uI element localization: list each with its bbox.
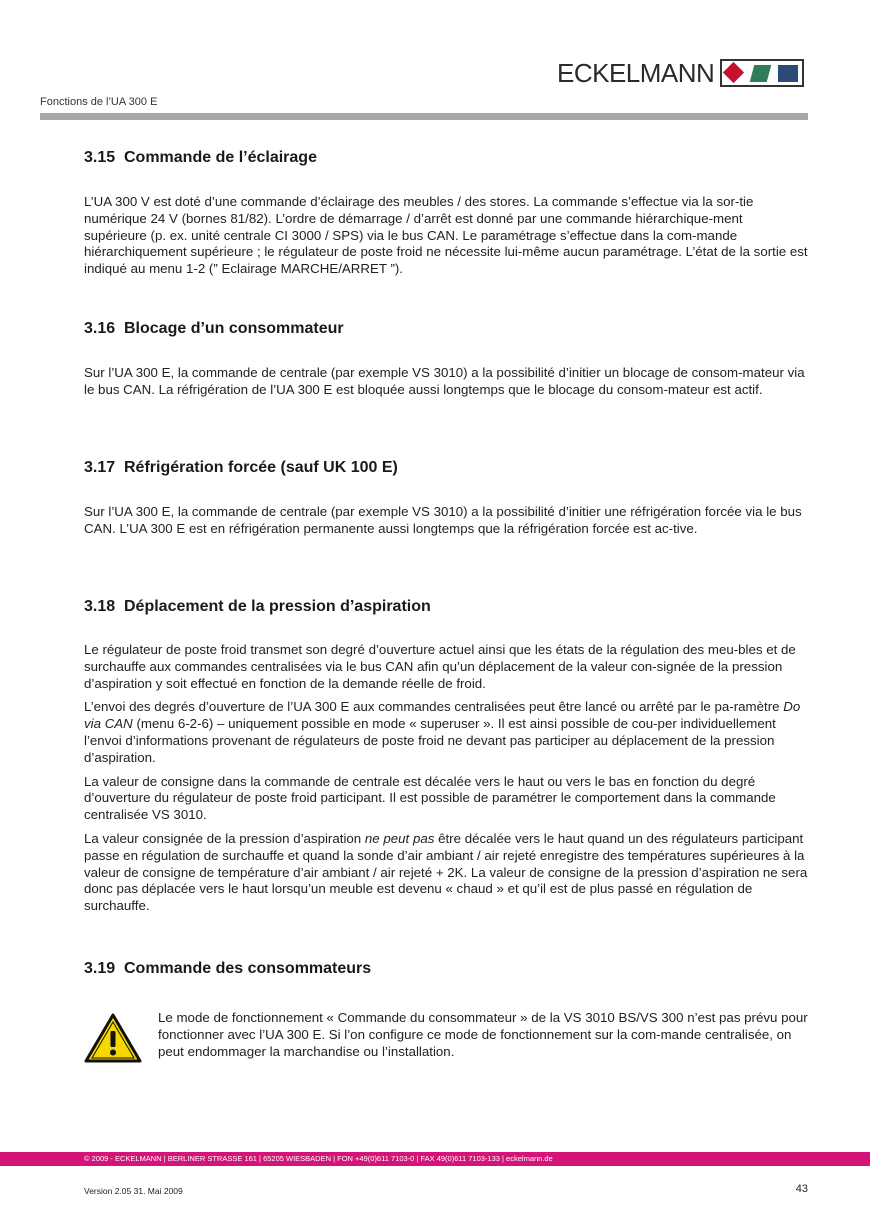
page-number: 43 (795, 1183, 808, 1195)
paragraph: La valeur de consigne dans la commande de centrale est décalée vers le haut ou vers le bas en fonction du degré d’ouverture du régulateur de poste froid participant. Il est possible de paramétrer le comportement dans la commande centralisée VS 3010. (84, 773, 776, 823)
section-3-17 (84, 458, 808, 538)
section-3-18 (84, 597, 808, 915)
footer-address: © 2009 - ECKELMANN | BERLINER STRASSE 161 | 65205 WIESBADEN | FON +49(0)611 7103-0 | FAX 49(0)611 7103-133 | eckelmann.de (84, 1154, 553, 1163)
section-3-16 (84, 319, 808, 399)
section-heading: 3.18 Déplacement de la pression d’aspiration (84, 598, 431, 615)
paragraph: Sur l’UA 300 E, la commande de centrale (par exemple VS 3010) a la possibilité d’initier un blocage de consom-mateur via le bus CAN. La réfrigération de l’UA 300 E est bloquée aussi longtemps que le blocage du consom-mateur est actif. (84, 365, 805, 397)
paragraph: Sur l’UA 300 E, la commande de centrale (par exemple VS 3010) a la possibilité d’initier une réfrigération forcée via le bus CAN. L’UA 300 E est en réfrigération permanente aussi longtemps que la réfrigération forcée est ac-tive. (84, 504, 802, 536)
document-title: Fonctions de l’UA 300 E (40, 96, 158, 108)
warning-triangle-icon (84, 1013, 142, 1063)
section-heading: 3.15 Commande de l’éclairage (84, 149, 317, 166)
footer-bar (0, 1152, 870, 1166)
section-3-15 (84, 148, 808, 278)
section-3-19 (84, 959, 808, 979)
brand-name: ECKELMANN (557, 58, 715, 88)
brand-logo (557, 57, 804, 89)
paragraph: L’envoi des degrés d’ouverture de l’UA 300 E aux commandes centralisées peut être lancé ou arrêté par le pa-ramètre Do via CAN (menu 6-2-6) – uniquement possible en mode « superuser ». Il est ainsi possible de cou-per individuellement l’envoi d’informations provenant de régulateurs de poste froid ne devant pas participer au déplacement de la pression d’aspiration. (84, 699, 801, 765)
header-divider (40, 113, 808, 120)
brand-mark-icon (720, 59, 804, 87)
paragraph: L’UA 300 V est doté d’une commande d’éclairage des meubles / des stores. La commande s’effectue via la sor-tie numérique 24 V (bornes 81/82). L’ordre de démarrage / d’arrêt est donné par une commande hiérarchique-ment supérieure (p. ex. unité centrale CI 3000 / SPS) via le bus CAN. Le paramétrage s’effectue dans la com-mande hiérarchiquement supérieure ; le régulateur de poste froid ne nécessite lui-même aucun paramétrage. L’état de la sortie est indiqué au menu 1-2 (” Eclairage MARCHE/ARRET ”). (84, 194, 808, 277)
paragraph: Le régulateur de poste froid transmet son degré d’ouverture actuel ainsi que les états de la régulation des meu-bles et de surchauffe aux commandes centralisées via le bus CAN afin qu’un déplacement de la valeur con-signée de la pression d’aspiration y soit effectué en fonction de la demande réelle de froid. (84, 642, 796, 691)
section-heading: 3.19 Commande des consommateurs (84, 960, 372, 977)
warning-text: Le mode de fonctionnement « Commande du consommateur » de la VS 3010 BS/VS 300 n’est pas prévu pour fonctionner avec l’UA 300 E. Si l’on configure ce mode de fonctionnement sur la com-mande centralisée, on peut endommager la marchandise ou l’installation. (158, 1010, 808, 1059)
section-heading: 3.17 Réfrigération forcée (sauf UK 100 E) (84, 459, 398, 476)
version-info: Version 2.05 31. Mai 2009 (84, 1186, 183, 1196)
paragraph: La valeur consignée de la pression d’aspiration ne peut pas être décalée vers le haut quand un des régulateurs participant passe en régulation de surchauffe et quand la sonde d’air ambiant / air rejeté enregistre des températures supérieures à la valeur de consigne de température d’air ambiant / air rejeté + 2K. La valeur de consigne de la pression d’aspiration ne sera donc pas déplacée vers le haut lorsqu’un meuble est devenu « chaud » et qu’il est de plus passé en régulation de surchauffe. (84, 830, 808, 914)
section-heading: 3.16 Blocage d’un consommateur (84, 320, 344, 337)
